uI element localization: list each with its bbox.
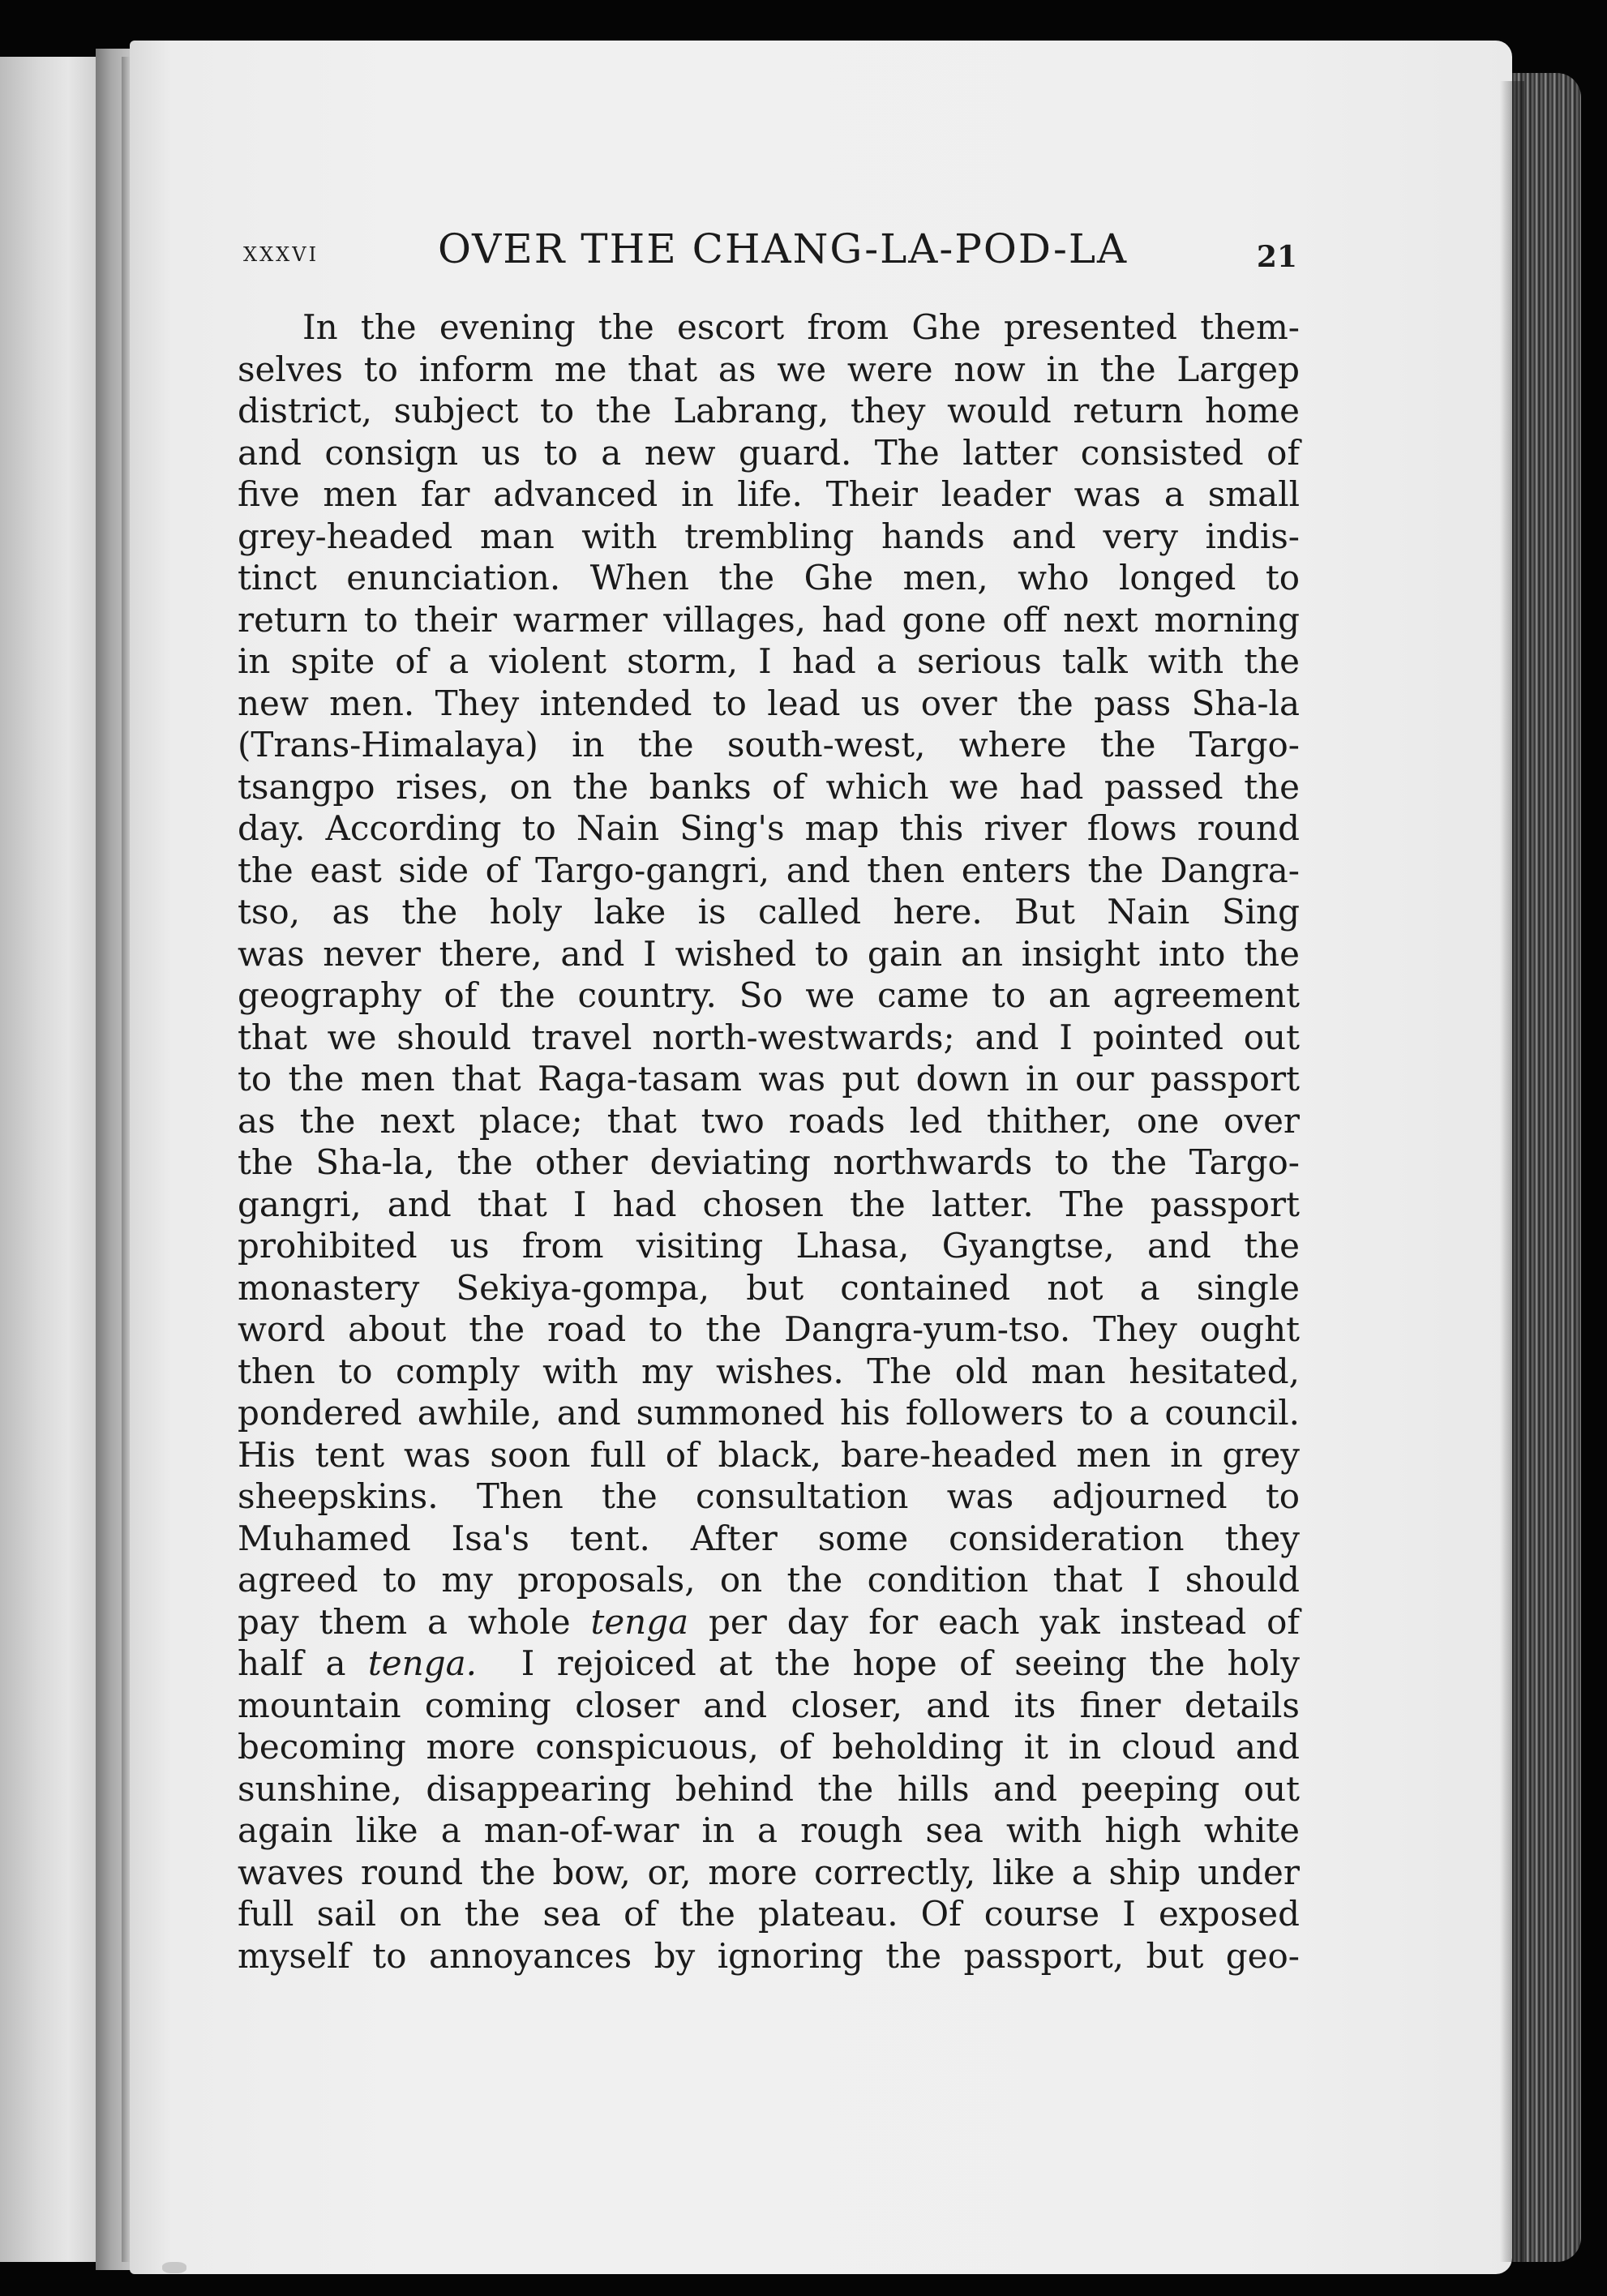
text-line: to the men that Raga-tasam was put down in our passport bbox=[238, 1059, 1300, 1099]
text-line: myself to annoyances by ignoring the passport, but geo- bbox=[238, 1935, 1300, 1976]
text-line: tso, as the holy lake is called here. But Nain Sing bbox=[238, 892, 1300, 932]
text-line: full sail on the sea of the plateau. Of course I exposed bbox=[238, 1894, 1300, 1934]
text-line: again like a man-of-war in a rough sea with high white bbox=[238, 1810, 1300, 1850]
text-segment: I rejoiced at the hope of seeing the holy bbox=[521, 1643, 1301, 1683]
text-line: district, subject to the Labrang, they would return home bbox=[238, 391, 1300, 430]
text-line: tinct enunciation. When the Ghe men, who longed to bbox=[238, 558, 1300, 598]
text-line: as the next place; that two roads led thither, one over bbox=[238, 1100, 1300, 1141]
text-line-with-italic bbox=[238, 1643, 1300, 1685]
page-number: 21 bbox=[1256, 240, 1297, 274]
text-segment: half a bbox=[238, 1643, 346, 1683]
page-edge-shadow bbox=[1500, 81, 1524, 2262]
text-line: was never there, and I wished to gain an insight into the bbox=[238, 933, 1300, 974]
running-title: OVER THE CHANG-LA-POD-LA bbox=[438, 225, 1129, 272]
text-line: (Trans-Himalaya) in the south-west, where the Targo- bbox=[238, 725, 1300, 765]
text-line: in spite of a violent storm, I had a serious talk with the bbox=[238, 641, 1300, 681]
text-line: selves to inform me that as we were now in the Largep bbox=[238, 349, 1300, 389]
text-line: tsangpo rises, on the banks of which we had passed the bbox=[238, 766, 1300, 807]
running-head bbox=[243, 225, 1297, 282]
text-line: sheepskins. Then the consultation was adjourned to bbox=[238, 1476, 1300, 1516]
text-line: pondered awhile, and summoned his followers to a council. bbox=[238, 1393, 1300, 1433]
left-page-edge bbox=[0, 57, 97, 2262]
text-line: prohibited us from visiting Lhasa, Gyangtse, and the bbox=[238, 1226, 1300, 1266]
text-line: In the evening the escort from Ghe presented them- bbox=[302, 307, 1300, 347]
text-segment: per day for each yak instead of bbox=[709, 1601, 1300, 1642]
scan-blemish bbox=[162, 2262, 186, 2273]
text-line: the Sha-la, the other deviating northwards to the Targo- bbox=[238, 1142, 1300, 1182]
text-line: word about the road to the Dangra-yum-tso. They ought bbox=[238, 1309, 1300, 1349]
text-line: Muhamed Isa's tent. After some consideration they bbox=[238, 1518, 1300, 1558]
text-line-with-italic bbox=[238, 1601, 1300, 1643]
text-line: that we should travel north-westwards; and I pointed out bbox=[238, 1017, 1300, 1057]
text-line: geography of the country. So we came to an agreement bbox=[238, 975, 1300, 1015]
text-line: becoming more conspicuous, of beholding it in cloud and bbox=[238, 1727, 1300, 1767]
body-text bbox=[238, 306, 1300, 1977]
text-line: His tent was soon full of black, bare-headed men in grey bbox=[238, 1434, 1300, 1475]
text-line: the east side of Targo-gangri, and then enters the Dangra- bbox=[238, 850, 1300, 890]
text-line: day. According to Nain Sing's map this river flows round bbox=[238, 808, 1300, 848]
text-line: monastery Sekiya-gompa, but contained not a single bbox=[238, 1267, 1300, 1308]
text-line: agreed to my proposals, on the condition that I should bbox=[238, 1560, 1300, 1600]
text-line: return to their warmer villages, had gone off next morning bbox=[238, 599, 1300, 640]
chapter-number: XXXVI bbox=[243, 243, 319, 266]
text-line: five men far advanced in life. Their leader was a small bbox=[238, 474, 1300, 514]
text-line: new men. They intended to lead us over the pass Sha-la bbox=[238, 683, 1300, 723]
text-line: then to comply with my wishes. The old man hesitated, bbox=[238, 1351, 1300, 1391]
text-line: waves round the bow, or, more correctly, like a ship under bbox=[238, 1852, 1300, 1892]
text-line: gangri, and that I had chosen the latter. The passport bbox=[238, 1184, 1300, 1224]
text-line: and consign us to a new guard. The latter consisted of bbox=[238, 432, 1300, 473]
italic-word: tenga. bbox=[367, 1643, 477, 1683]
text-line: sunshine, disappearing behind the hills and peeping out bbox=[238, 1768, 1300, 1809]
text-line: mountain coming closer and closer, and its finer details bbox=[238, 1685, 1300, 1725]
text-segment: pay them a whole bbox=[238, 1601, 571, 1642]
italic-word: tenga bbox=[590, 1601, 689, 1642]
text-line: grey-headed man with trembling hands and very indis- bbox=[238, 516, 1300, 556]
